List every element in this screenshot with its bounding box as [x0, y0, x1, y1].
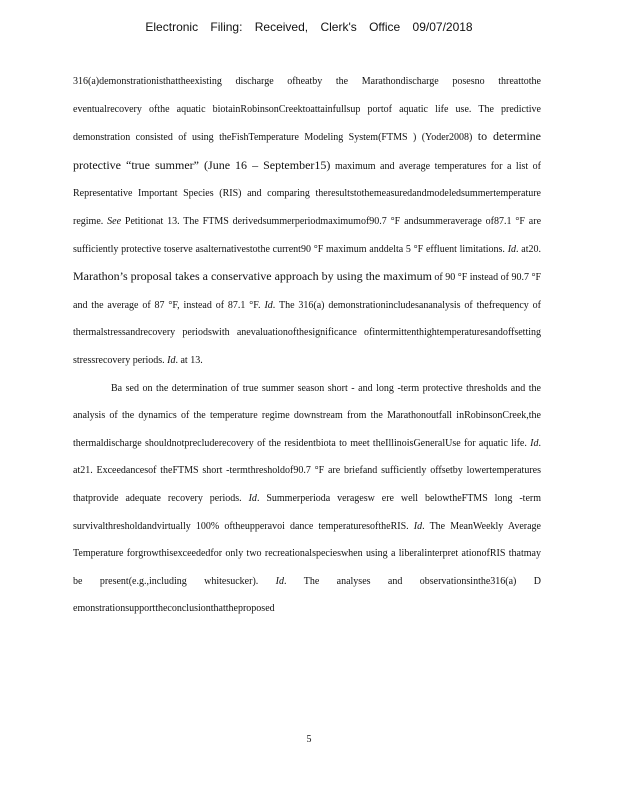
citation-italic: Id [167, 354, 176, 366]
citation-italic: Id [507, 243, 517, 255]
citation-italic: Id [413, 520, 423, 532]
page-number: 5 [306, 734, 312, 745]
citation-italic: Id [275, 575, 285, 587]
text-segment: 316(a)demonstrationisthattheexisting discharge ofheatby the Marathondischarge posesno threattothe eventualrecovery ofthe aquatic biotainRobinsonCreektoattainfullsup portof aquatic life use. The predictive demonstration consisted of using theFishTemperature Modeling System(FTMS ) (Yoder2008) [73, 76, 541, 144]
text-segment: . The analyses and observationsinthe316(a) D emonstrationsupporttheconclusionthattheproposed [73, 575, 541, 615]
text-segment: Petitionat 13. The FTMS derivedsummerperiodmaximumof90.7 °F andsummeraverage of87.1 °F are sufficiently protective toserve asalternativestothe current90 °F maximum anddelta 5 °F effluent limitations. [73, 215, 542, 255]
body-text [73, 68, 541, 623]
citation-italic: Id [530, 437, 539, 449]
text-segment: . at21. Exceedancesof theFTMS short -termthresholdof90.7 °F are briefand sufficiently offsetby lowertemperatures thatprovide adequate recovery periods. [73, 437, 541, 504]
text-segment: maximum and average temperatures for a list of Representative Important Species (RIS) and comparing theresultstothemeasuredandmodeledsummertemperature regime. [73, 160, 542, 227]
filing-header: Electronic Filing: Received, Clerk's Office 09/07/2018 [145, 20, 473, 34]
text-segment: . Summerperioda veragesw ere well belowtheFTMS long -term survivalthresholdandvirtually 100% oftheupperavoi dance temperaturesoftheRIS. [73, 492, 541, 532]
text-segment: . at20. [516, 243, 541, 255]
text-segment: . The 316(a) demonstrationincludesananalysis of thefrequency of thermalstressandrecovery periodswith anevaluationofthesignificance ofintermittenthightemperaturesandoffsetting stressrecovery periods. [73, 299, 541, 366]
citation-italic: See [107, 215, 122, 227]
text-segment: . The MeanWeekly Average Temperature forgrowthisexceededfor only two recreationalspecieswhen using a liberalinterpret ationofRIS thatmay be present(e.g.,including whitesucker). [73, 520, 541, 587]
text-segment-emphasis: Marathon’s proposal takes a conservative approach by using the maximum [73, 269, 432, 284]
paragraph-1 [73, 68, 541, 375]
citation-italic: Id [264, 299, 273, 311]
text-segment-emphasis: to determine protective “true summer” (June 16 – September15) [73, 129, 542, 172]
citation-italic: Id [248, 492, 257, 504]
text-segment: . at 13. [175, 354, 203, 366]
paragraph-2 [73, 375, 541, 623]
text-segment: of 90 °F instead of 90.7 °F and the average of 87 °F, instead of 87.1 °F. [73, 272, 542, 311]
text-segment: Ba sed on the determination of true summer season short - and long -term protective thresholds and the analysis of the dynamics of the temperature regime downstream from the Marathonoutfall inRobinsonCreek,the thermaldischarge shouldnotprecluderecovery of the residentbiota to meet theIllinoisGeneralUse for aquatic life. [73, 382, 541, 449]
